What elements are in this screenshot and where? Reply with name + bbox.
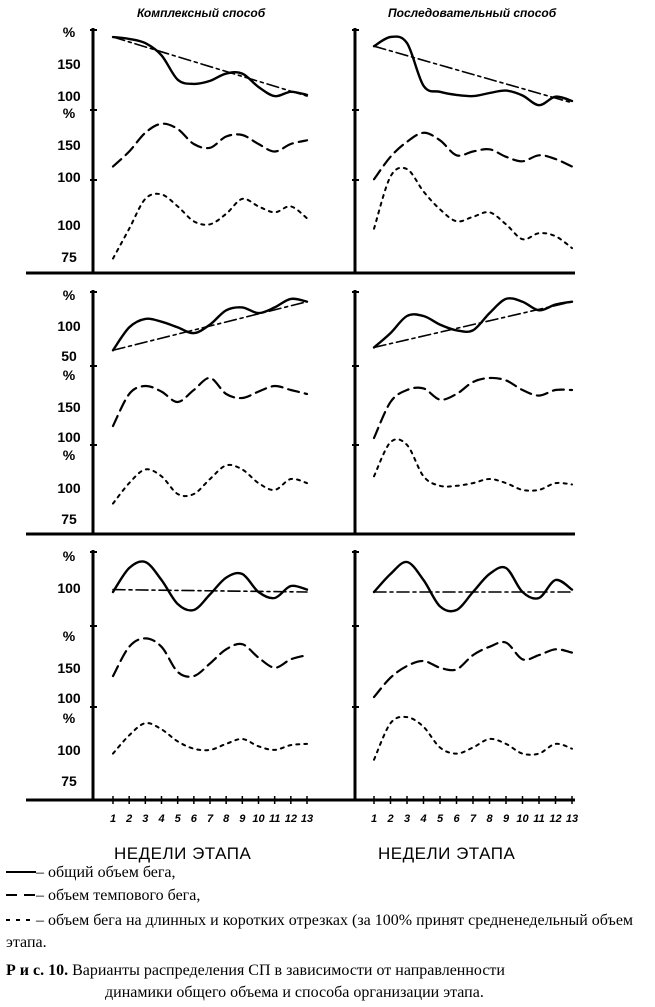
y-tick-label: % <box>62 287 76 303</box>
series-line-dash-dot <box>374 46 572 103</box>
y-tick-label: % <box>62 548 76 564</box>
y-tick-label: 150 <box>57 660 81 676</box>
series-line-dashed <box>113 378 307 426</box>
y-tick-label: % <box>62 710 76 726</box>
week-label: 8 <box>223 813 230 825</box>
week-label: 11 <box>268 813 281 825</box>
week-label: 7 <box>469 813 477 825</box>
series-line-dashed <box>374 378 572 438</box>
series-line-solid <box>374 37 572 106</box>
y-tick-label: 100 <box>57 480 81 496</box>
dashed-line-icon <box>6 890 36 900</box>
week-label: 5 <box>174 813 181 825</box>
y-tick-label: 100 <box>57 742 81 758</box>
y-tick-label: 150 <box>57 399 81 415</box>
week-label: 9 <box>239 813 246 825</box>
series-line-solid <box>374 562 572 611</box>
y-tick-label: % <box>62 105 76 121</box>
week-label: 13 <box>565 813 579 825</box>
series-line-dashed <box>374 133 572 179</box>
y-tick-label: % <box>62 447 76 463</box>
week-label: 7 <box>206 813 214 825</box>
y-tick-label: 50 <box>61 348 77 364</box>
week-label: 5 <box>436 813 444 825</box>
legend-text-dotted: – объем бега на длинных и коротких отрезках (за 100% принят средненедельный объем этапа. <box>6 912 634 951</box>
week-label: 8 <box>486 813 493 825</box>
y-tick-label: 100 <box>57 690 81 706</box>
series-line-dash-dot <box>113 590 307 592</box>
series-line-dashed <box>113 638 307 676</box>
week-label: 10 <box>516 813 529 825</box>
week-label: 1 <box>109 813 117 825</box>
week-label: 4 <box>420 813 427 825</box>
y-tick-label: 100 <box>57 88 81 104</box>
week-label: 12 <box>284 813 297 825</box>
x-axis-label-right: НЕДЕЛИ ЭТАПА <box>378 844 516 863</box>
solid-line-icon <box>6 867 36 877</box>
x-axis-label-left: НЕДЕЛИ ЭТАПА <box>114 844 252 863</box>
week-label: 2 <box>387 813 394 825</box>
series-line-dash-dot <box>113 37 307 96</box>
week-label: 12 <box>549 813 562 825</box>
caption-label: Р и с. 10. <box>6 962 69 979</box>
figure-labels <box>57 6 578 825</box>
week-label: 2 <box>126 813 133 825</box>
y-tick-label: 100 <box>57 429 81 445</box>
week-label: 3 <box>403 813 411 825</box>
week-label: 6 <box>190 813 197 825</box>
series-line-dash-dot <box>374 302 572 348</box>
y-tick-label: 75 <box>61 249 77 265</box>
series-line-dotted <box>374 168 572 248</box>
caption-continuation: динамики общего объема и способа организации этапа. <box>105 984 484 1001</box>
y-tick-label: 100 <box>57 318 81 334</box>
figure-curves <box>113 37 572 760</box>
legend-item-dashed <box>6 885 200 907</box>
series-line-dashed <box>374 642 572 697</box>
caption-text: Варианты распределения СП в зависимости от направленности <box>72 962 505 979</box>
week-label: 10 <box>252 813 265 825</box>
series-line-solid <box>113 561 307 610</box>
column-title-2: Последовательный способ <box>388 6 557 20</box>
series-line-dotted <box>113 194 307 259</box>
series-line-dotted <box>113 465 307 504</box>
y-tick-label: 150 <box>57 137 81 153</box>
week-label: 11 <box>533 813 545 825</box>
y-tick-label: 75 <box>61 773 77 789</box>
column-title-1: Комплексный способ <box>137 6 266 20</box>
series-line-dashed <box>113 124 307 167</box>
dotted-line-icon <box>6 915 36 925</box>
figure-frame <box>26 28 575 804</box>
series-line-dotted <box>113 723 307 754</box>
y-tick-label: % <box>62 628 76 644</box>
legend-text-solid: – общий объем бега, <box>36 864 176 881</box>
y-tick-label: 150 <box>57 56 81 72</box>
y-tick-label: 75 <box>61 511 77 527</box>
week-label: 13 <box>300 813 314 825</box>
legend-item-solid <box>6 862 176 884</box>
figure-caption <box>6 960 651 1004</box>
y-tick-label: % <box>62 24 76 40</box>
y-tick-label: 100 <box>57 217 81 233</box>
series-line-dotted <box>374 717 572 760</box>
y-tick-label: % <box>62 367 76 383</box>
week-label: 6 <box>453 813 460 825</box>
week-label: 9 <box>502 813 510 825</box>
legend-item-dotted <box>6 910 646 954</box>
series-line-dash-dot <box>113 302 307 351</box>
week-label: 3 <box>142 813 149 825</box>
series-line-dotted <box>374 439 572 490</box>
legend-text-dashed: – объем темпового бега, <box>36 887 201 904</box>
y-tick-label: 100 <box>57 169 81 185</box>
y-tick-label: 100 <box>57 580 81 596</box>
week-label: 4 <box>158 813 165 825</box>
week-label: 1 <box>370 813 378 825</box>
